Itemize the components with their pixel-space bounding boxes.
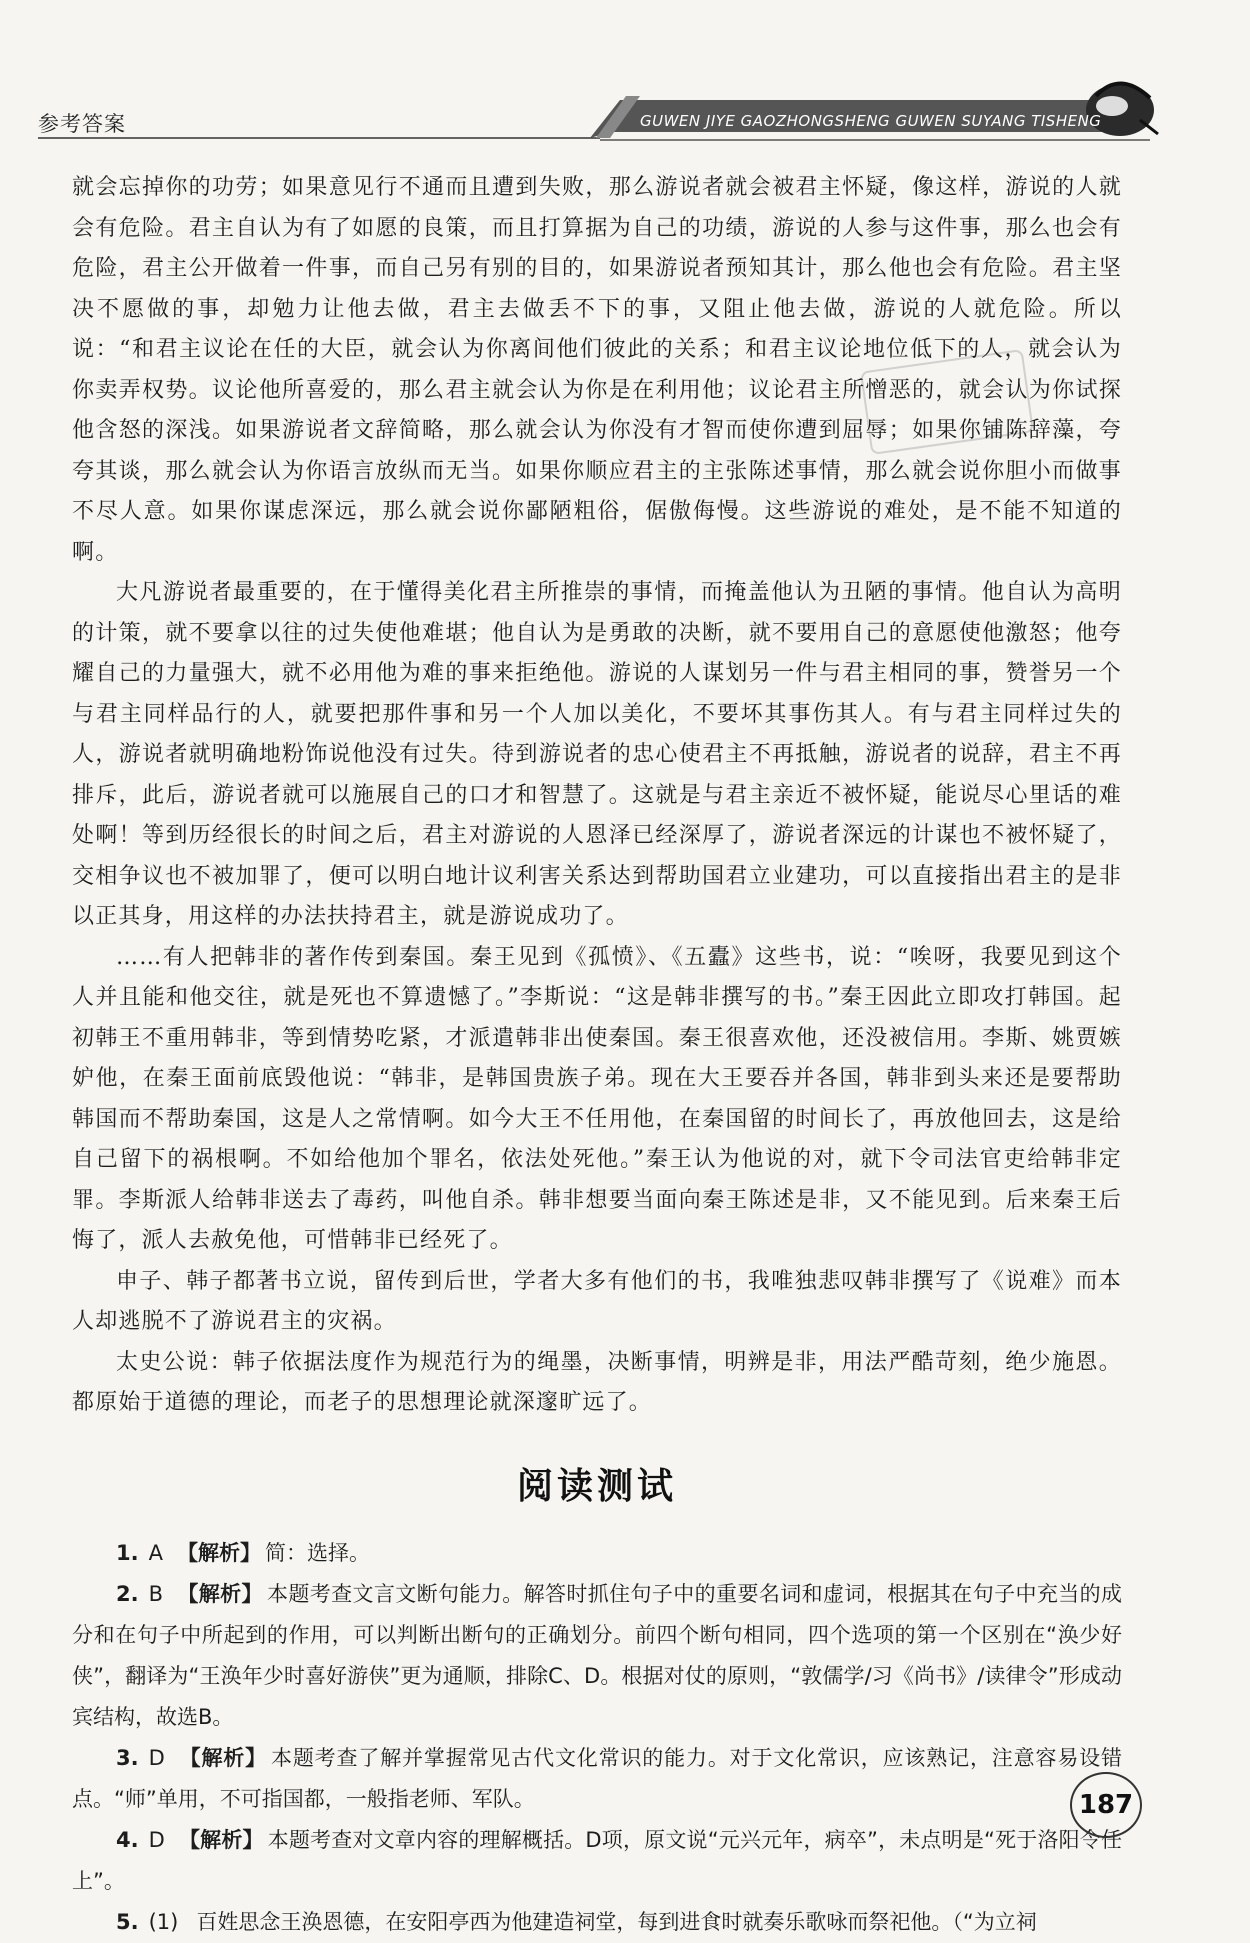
answer-item [72, 1902, 1122, 1943]
header-banner [0, 0, 1250, 160]
answer-choice: B [148, 1581, 164, 1606]
answer-number: 4. [116, 1827, 139, 1852]
answer-item [72, 1574, 1122, 1738]
answer-item [72, 1738, 1122, 1820]
page-number: 187 [1070, 1772, 1142, 1838]
analysis-tag: 【解析】 [177, 1581, 263, 1606]
answer-number: 2. [116, 1581, 139, 1606]
answer-number: 1. [116, 1540, 139, 1565]
analysis-tag: 【解析】 [178, 1827, 264, 1852]
answer-choice: (1) [148, 1909, 179, 1934]
analysis-tag: 【解析】 [176, 1540, 261, 1565]
answer-choice: A [148, 1540, 163, 1565]
header-label: 参考答案 [38, 112, 126, 136]
answer-text: 简：选择。 [264, 1540, 370, 1565]
page-header [0, 0, 1250, 160]
answer-item [72, 1533, 1122, 1574]
analysis-tag: 【解析】 [178, 1745, 267, 1770]
page-content [72, 168, 1122, 1943]
answer-item [72, 1820, 1122, 1902]
answer-text: 百姓思念王涣恩德，在安阳亭西为他建造祠堂，每到进食时就奏乐歌咏而祭祀他。（“为立祠 [196, 1909, 1037, 1934]
answer-choice: D [148, 1745, 165, 1770]
section-title: 阅读测试 [516, 1465, 677, 1507]
translation-paragraph: 申子、韩子都著书立说，留传到后世，学者大多有他们的书，我唯独悲叹韩非撰写了《说难》而本人却逃脱不了游说君主的灾祸。 [72, 1268, 1122, 1334]
header-series-title: GUWEN JIYE GAOZHONGSHENG GUWEN SUYANG TISHENG [640, 112, 1102, 130]
answer-text: 本题考查文言文断句能力。解答时抓住句子中的重要名词和虚词，根据其在句子中充当的成分和在句子中所起到的作用，可以判断出断句的正确划分。前四个断句相同，四个选项的第一个区别在“涣少好侠”，翻译为“王涣年少时喜好游侠”更为通顺，排除C、D。根据对仗的原则，“敦儒学/习《尚书》/读律令”形成动宾结构，故选B。 [72, 1581, 1123, 1729]
translation-paragraph: 就会忘掉你的功劳；如果意见行不通而且遭到失败，那么游说者就会被君主怀疑，像这样，游说的人就会有危险。君主自认为有了如愿的良策，而且打算据为自己的功绩，游说的人参与这件事，那么也会有危险，君主公开做着一件事，而自己另有别的目的，如果游说者预知其计，那么他也会有危险。君主坚决不愿做的事，却勉力让他去做，君主去做丢不下的事，又阻止他去做，游说的人就危险。所以说：“和君主议论在任的大臣，就会认为你离间他们彼此的关系；和君主议论地位低下的人，就会认为你卖弄权势。议论他所喜爱的，那么君主就会认为你是在利用他；议论君主所憎恶的，就会认为你试探他含怒的深浅。如果游说者文辞简略，那么就会认为你没有才智而使你遭到屈辱；如果你铺陈辞藻，夸夸其谈，那么就会认为你语言放纵而无当。如果你顺应君主的主张陈述事情，那么就会说你胆小而做事不尽人意。如果你谋虑深远，那么就会说你鄙陋粗俗，倨傲侮慢。这些游说的难处，是不能不知道的啊。 [72, 175, 1122, 565]
answer-text: 本题考查对文章内容的理解概括。D项，原文说“元兴元年，病卒”，未点明是“死于洛阳令任上”。 [72, 1827, 1122, 1893]
answer-choice: D [148, 1827, 165, 1852]
translation-paragraph: 太史公说：韩子依据法度作为规范行为的绳墨，决断事情，明辨是非，用法严酷苛刻，绝少施恩。都原始于道德的理论，而老子的思想理论就深邃旷远了。 [72, 1349, 1122, 1415]
translation-paragraph: 大凡游说者最重要的，在于懂得美化君主所推崇的事情，而掩盖他认为丑陋的事情。他自认为高明的计策，就不要拿以往的过失使他难堪；他自认为是勇敢的决断，就不要用自己的意愿使他激怒；他夸耀自己的力量强大，就不必用他为难的事来拒绝他。游说的人谋划另一件与君主相同的事，赞誉另一个与君主同样品行的人，就要把那件事和另一个人加以美化，不要坏其事伤其人。有与君主同样过失的人，游说者就明确地粉饰说他没有过失。待到游说者的忠心使君主不再抵触，游说者的说辞，君主不再排斥，此后，游说者就可以施展自己的口才和智慧了。这就是与君主亲近不被怀疑，能说尽心里话的难处啊！等到历经很长的时间之后，君主对游说的人恩泽已经深厚了，游说者深远的计谋也不被怀疑了，交相争议也不被加罪了，便可以明白地计议利害关系达到帮助国君立业建功，可以直接指出君主的是非以正其身，用这样的办法扶持君主，就是游说成功了。 [72, 580, 1122, 929]
translation-paragraph: ……有人把韩非的著作传到秦国。秦王见到《孤愤》、《五蠹》这些书，说：“唉呀，我要见到这个人并且能和他交往，就是死也不算遗憾了。”李斯说：“这是韩非撰写的书。”秦王因此立即攻打韩国。起初韩王不重用韩非，等到情势吃紧，才派遣韩非出使秦国。秦王很喜欢他，还没被信用。李斯、姚贾嫉妒他，在秦王面前底毁他说：“韩非，是韩国贵族子弟。现在大王要吞并各国，韩非到头来还是要帮助韩国而不帮助秦国，这是人之常情啊。如今大王不任用他，在秦国留的时间长了，再放他回去，这是给自己留下的祸根啊。不如给他加个罪名，依法处死他。”秦王认为他说的对，就下令司法官吏给韩非定罪。李斯派人给韩非送去了毒药，叫他自杀。韩非想要当面向秦王陈述是非，又不能见到。后来秦王后悔了，派人去赦免他，可惜韩非已经死了。 [72, 944, 1122, 1253]
answer-number: 3. [116, 1745, 139, 1770]
answer-text: 本题考查了解并掌握常见古代文化常识的能力。对于文化常识，应该熟记，注意容易设错点。“师”单用，不可指国都，一般指老师、军队。 [72, 1745, 1123, 1811]
answer-number: 5. [116, 1909, 139, 1934]
